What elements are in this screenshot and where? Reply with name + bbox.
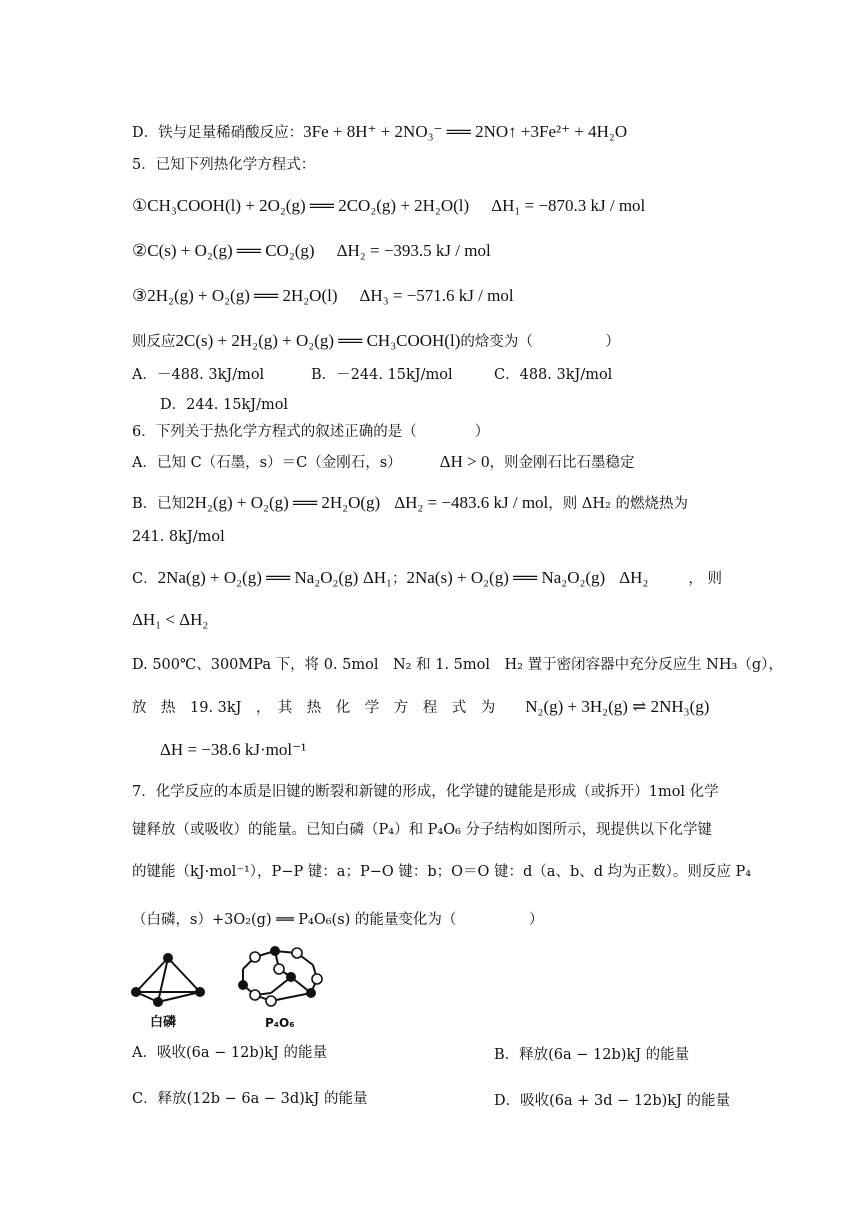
q5-eq2: ②C(s) + O₂(g) ══ CO₂(g) xyxy=(132,241,315,260)
q6-option-c-eq1: 2Na(g) + O₂(g) ══ Na₂O₂(g) xyxy=(157,568,359,587)
q7-option-d: D．吸收(6a + 3d − 12b)kJ 的能量 xyxy=(494,1093,730,1109)
q6-option-d-line1: D. 500℃、300MPa 下，将 0. 5mol N₂ 和 1. 5mol H₂ 置于密闭容器中充分反应生 NH₃（g）， xyxy=(132,657,783,673)
q5-option-c: C．488. 3kJ/mol xyxy=(494,367,613,383)
q6-stem: 6．下列关于热化学方程式的叙述正确的是（ ） xyxy=(132,424,490,440)
q5-equation-3 xyxy=(132,286,514,306)
q5-option-b: B．－244. 15kJ/mol xyxy=(311,367,453,383)
q6-option-b-text: B．已知 xyxy=(132,496,187,512)
q5-ask-equation: 2C(s) + 2H₂(g) + O₂(g) ══ CH₃COOH(l) xyxy=(175,331,461,350)
q6-option-d-line2 xyxy=(132,697,709,718)
q5-ask-suffix: 的焓变为（ ） xyxy=(460,334,620,350)
q5-question xyxy=(132,331,620,352)
q6-option-c xyxy=(132,568,722,589)
q5-eq3: ③2H₂(g) + O₂(g) ══ 2H₂O(l) xyxy=(132,286,338,305)
q5-option-a: A．－488. 3kJ/mol xyxy=(132,367,265,383)
q4-option-d xyxy=(132,122,627,143)
q6-option-d-equation: N₂(g) + 3H₂(g) ⇌ 2NH₃(g) xyxy=(525,697,710,716)
q7-stem-line2: 键释放（或吸收）的能量。已知白磷（P₄）和 P₄O₆ 分子结构如图所示，现提供以下化学键 xyxy=(132,822,713,838)
label-p4o6: P₄O₆ xyxy=(265,1016,295,1030)
q6-option-d-dh: ΔH = −38.6 kJ·mol⁻¹ xyxy=(160,740,307,759)
q6-option-c-relation: ΔH₁ < ΔH₂ xyxy=(132,610,209,629)
q5-equation-2 xyxy=(132,241,491,261)
q5-ask-prefix: 则反应 xyxy=(132,334,176,350)
q6-option-c-eq2: 2Na(s) + O₂(g) ══ Na₂O₂(g) xyxy=(406,568,606,587)
q7-stem-line4: （白磷，s）+3O₂(g) ══ P₄O₆(s) 的能量变化为（ ） xyxy=(132,912,544,928)
q6-option-d-text: 放 热 19. 3kJ ， 其 热 化 学 方 程 式 为 xyxy=(132,700,496,716)
q7-stem-line1: 7．化学反应的本质是旧键的断裂和新键的形成，化学键的键能是形成（或拆开）1mol 化学 xyxy=(132,784,719,800)
q5-options-row xyxy=(132,365,264,385)
q7-option-b: B．释放(6a − 12b)kJ 的能量 xyxy=(494,1047,690,1063)
q6-option-a-text: A．已知 C（石墨，s）＝C（金刚石，s） xyxy=(132,455,402,471)
q5-equation-1 xyxy=(132,196,645,216)
q6-option-b-equation: 2H₂(g) + O₂(g) ══ 2H₂O(g) xyxy=(186,493,381,512)
q5-dh1: ΔH₁ = −870.3 kJ / mol xyxy=(491,196,646,215)
q5-dh3: ΔH₃ = −571.6 kJ / mol xyxy=(359,286,514,305)
q6-option-c-dh1: ΔH₁ xyxy=(362,568,392,587)
q6-option-c-sep: ； xyxy=(391,571,407,587)
q6-option-b-dh: ΔH₂ = −483.6 kJ / mol xyxy=(394,493,549,512)
q5-option-d: D．244. 15kJ/mol xyxy=(160,397,289,413)
q7-option-c: C．释放(12b − 6a − 3d)kJ 的能量 xyxy=(132,1091,368,1107)
q6-option-a xyxy=(132,452,634,473)
q5-dh2: ΔH₂ = −393.5 kJ / mol xyxy=(336,241,491,260)
q4-option-d-text: D．铁与足量稀硝酸反应： xyxy=(132,125,304,141)
q7-stem-line3: 的键能（kJ·mol⁻¹），P−P 键：a；P−O 键：b；O＝O 键：d（a、b、d 均为正数）。则反应 P₄ xyxy=(132,864,752,880)
label-white-phosphorus: 白磷 xyxy=(150,1015,177,1030)
q6-option-a-conclusion: ，则金刚石比石墨稳定 xyxy=(489,455,635,471)
q7-option-a: A．吸收(6a − 12b)kJ 的能量 xyxy=(132,1045,327,1061)
white-phosphorus-structure xyxy=(128,950,208,1030)
q5-eq1: ①CH₃COOH(l) + 2O₂(g) ══ 2CO₂(g) + 2H₂O(l) xyxy=(132,196,470,215)
q6-option-b xyxy=(132,493,688,514)
q6-option-c-dh2: ΔH₂ xyxy=(619,568,649,587)
q5-stem: 5．已知下列热化学方程式： xyxy=(132,157,316,173)
q6-option-b-text-2: ，则 ΔH₂ 的燃烧热为 xyxy=(548,496,688,512)
q6-option-b-line2: 241. 8kJ/mol xyxy=(132,529,225,545)
p4o6-structure xyxy=(235,945,330,1033)
q6-option-c-then: ， 则 xyxy=(688,571,722,587)
q6-option-a-dh: ΔH > 0 xyxy=(439,452,490,471)
q4-option-d-equation: 3Fe + 8H⁺ + 2NO₃⁻ ══ 2NO↑ +3Fe²⁺ + 4H₂O xyxy=(303,122,628,141)
q6-option-c-label: C． xyxy=(132,571,158,587)
